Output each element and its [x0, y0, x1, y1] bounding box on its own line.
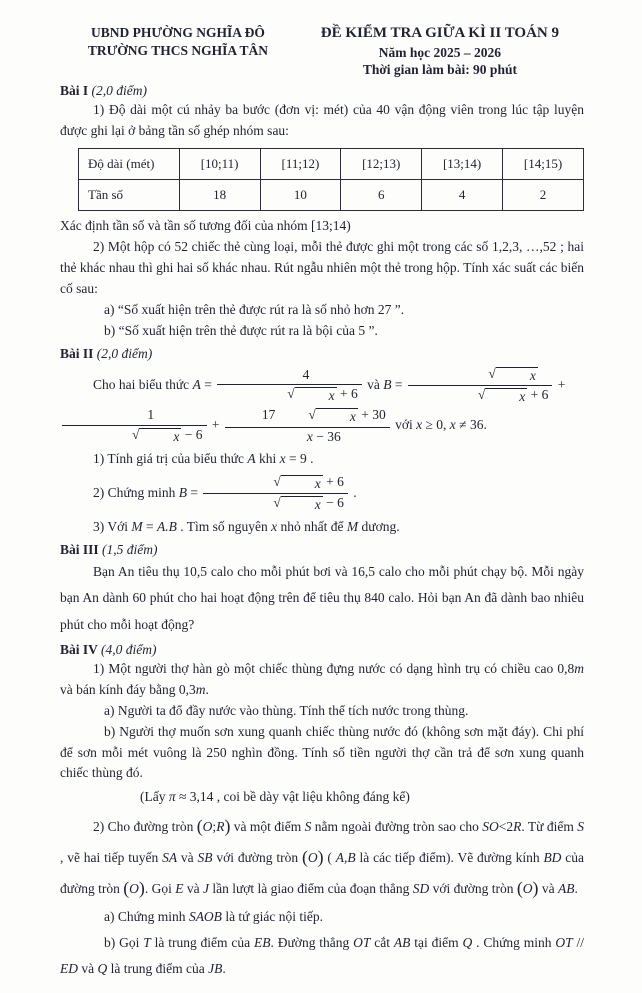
bai2-q1: 1) Tính giá trị của biểu thức A khi x = 9 .: [93, 450, 314, 466]
math-variable: Q: [462, 935, 473, 951]
table-interval-cell: [11;12): [260, 149, 341, 180]
math-variable: M: [131, 519, 143, 535]
table-header-row: [79, 149, 584, 180]
math-variable: JB: [208, 961, 223, 977]
math-variable: O: [307, 849, 318, 865]
bai4-heading: [60, 642, 584, 658]
table-interval-cell: [12;13): [341, 149, 422, 180]
radical-sign-icon: √: [477, 387, 486, 403]
math-variable: A.B: [157, 519, 177, 535]
math-variable: E: [175, 880, 184, 896]
math-variable: SA: [162, 849, 178, 865]
math-variable: T: [143, 935, 151, 951]
denominator: √ x + 6: [408, 386, 553, 405]
table-frequency-cell: 4: [422, 180, 503, 211]
math-variable: x: [314, 475, 321, 491]
math-variable: S: [577, 818, 584, 834]
math-variable: m: [195, 681, 206, 697]
bai1-q1-text: 1) Độ dài một cú nhảy ba bước (đơn vị: mét) của 40 vận động viên trong lúc tập luyện được ghi lại ở bảng tần số ghép nhóm sau:: [60, 101, 584, 138]
numerator: 4: [217, 367, 362, 385]
math-variable: x: [328, 388, 335, 404]
math-variable: B: [178, 484, 187, 500]
radical-sign-icon: √: [287, 386, 295, 402]
table-interval-cell: [10;11): [179, 149, 260, 180]
bai4-points: (4,0 điểm): [101, 641, 157, 657]
radicand: [281, 475, 323, 492]
table-frequency-cell: 6: [341, 180, 422, 211]
math-variable: π: [168, 789, 176, 805]
table-interval-cell: [14;15): [503, 149, 584, 180]
table-interval-cell: [13;14): [422, 149, 503, 180]
sqrt-expression: [254, 387, 336, 404]
radical-sign-icon: √: [273, 473, 281, 489]
big-paren: ): [532, 877, 539, 898]
math-variable: SAOB: [188, 908, 222, 924]
bai2-intro-formula: Cho hai biểu thức A = 4 √ x + 6 và B = √ x √ x + 6 + 1 √ x − 6 + 17 √ x + 30 x − 36 với x ≥ 0, x ≠ 36.: [60, 365, 584, 446]
frequency-table: [78, 148, 584, 211]
fraction: [217, 367, 362, 404]
bai2-heading: [60, 346, 584, 362]
bai2-title: Bài II: [60, 345, 94, 361]
bai4-q2b: b) Gọi T là trung điểm của EB. Đường thẳng OT cắt AB tại điểm Q . Chứng minh OT // ED và Q là trung điểm của JB.: [60, 935, 584, 977]
math-variable: x: [349, 409, 356, 425]
bai3-title: Bài III: [60, 541, 99, 557]
math-variable: O: [522, 880, 533, 896]
sqrt-expression: [275, 408, 357, 425]
math-variable: O: [129, 880, 139, 896]
big-paren: (: [123, 877, 130, 898]
radicand: [139, 428, 181, 445]
table-frequency-cell: 10: [260, 180, 341, 211]
big-paren: ): [317, 846, 324, 867]
bai1-q1-followup: Xác định tần số và tần số tương đối của nhóm [13;14): [60, 218, 351, 234]
math-variable: O: [202, 818, 213, 834]
math-variable: Q: [97, 961, 108, 977]
radical-sign-icon: √: [308, 407, 316, 423]
math-variable: A: [192, 376, 201, 392]
table-col-header: Độ dài (mét): [79, 149, 180, 180]
bai1-title: Bài I: [60, 82, 89, 98]
table-frequency-row: [79, 180, 584, 211]
table-row-label: Tần số: [79, 180, 180, 211]
denominator: √ x + 6: [217, 385, 362, 404]
exam-school-year: Năm học 2025 – 2026: [378, 44, 502, 60]
document-header: [60, 24, 584, 79]
radicand: [295, 387, 337, 404]
numerator: √ x + 6: [203, 474, 348, 494]
big-paren: (: [301, 846, 308, 867]
table-frequency-cell: 2: [503, 180, 584, 211]
math-variable: OT: [353, 935, 371, 951]
denominator: √ x − 6: [62, 426, 207, 445]
big-paren: (: [196, 815, 203, 836]
denominator: x − 36: [306, 428, 341, 444]
math-variable: A,B: [335, 849, 356, 865]
bai2-q2: 2) Chứng minh B = √ x + 6 √ x − 6 .: [93, 473, 357, 512]
math-variable: B: [383, 376, 392, 392]
math-variable: EB: [254, 935, 271, 951]
numerator: 1: [62, 407, 207, 425]
math-variable: x: [306, 428, 313, 444]
header-org-line: UBND PHƯỜNG NGHĨA ĐÔ: [90, 25, 265, 40]
table-frequency-cell: 18: [179, 180, 260, 211]
big-paren: (: [516, 877, 523, 898]
sqrt-expression: [240, 475, 322, 492]
fraction: [408, 366, 553, 405]
math-variable: R: [513, 818, 522, 834]
bai4-q1b: b) Người thợ muốn sơn xung quanh chiếc thùng nước đó (không sơn mặt đáy). Chi phí để sơn mỗi mét vuông là 250 nghìn đồng. Tính số tiền người thợ cần trả để sơn xung quanh chiếc thùng đó.: [60, 723, 584, 781]
big-paren: ): [138, 877, 145, 898]
math-variable: SD: [412, 880, 430, 896]
radicand: [496, 367, 538, 384]
bai2-q3: 3) Với M = A.B . Tìm số nguyên x nhỏ nhất để M dương.: [93, 519, 400, 535]
exam-duration: Thời gian làm bài: 90 phút: [362, 62, 517, 78]
math-variable: x: [271, 519, 278, 535]
bai1-q2-text: 2) Một hộp có 52 chiếc thẻ cùng loại, mỗi thẻ được ghi một trong các số 1,2,3, …,52 ; hai thẻ khác nhau thì ghi hai số khác nhau. Rút ngẫu nhiên một thẻ trong hộp. Tính xác suất các biến cố sau:: [60, 239, 584, 297]
bai1-points: (2,0 điểm): [91, 82, 147, 98]
bai3-heading: [60, 542, 584, 558]
fraction: [203, 474, 348, 513]
math-variable: J: [202, 880, 209, 896]
bai1-q2a: a) “Số xuất hiện trên thẻ được rút ra là số nhỏ hơn 27 ”.: [104, 302, 405, 318]
math-variable: ED: [60, 961, 78, 977]
radical-sign-icon: √: [132, 426, 140, 442]
math-variable: m: [574, 660, 584, 676]
sqrt-expression: [455, 367, 537, 384]
math-variable: M: [346, 519, 359, 535]
fraction: [225, 407, 390, 444]
math-variable: x: [279, 450, 286, 466]
exam-header-block: [296, 24, 584, 79]
math-variable: x: [416, 417, 423, 433]
bai1-q2b: b) “Số xuất hiện trên thẻ được rút ra là bội của 5 ”.: [104, 323, 378, 339]
sqrt-expression: [445, 388, 527, 405]
math-variable: x: [529, 367, 536, 383]
radicand: [485, 388, 527, 405]
math-variable: SB: [197, 849, 213, 865]
sqrt-expression: [240, 496, 322, 513]
radicand: [316, 408, 358, 425]
school-header-block: [60, 24, 296, 79]
bai3-paragraph: Bạn An tiêu thụ 10,5 calo cho mỗi phút bơi và 16,5 calo cho mỗi phút chạy bộ. Mỗi ngày bạn An dành 60 phút cho hai hoạt động trên để tiêu thụ 840 calo. Hỏi bạn An đã dành bao nhiêu phút cho mỗi hoạt động?: [60, 563, 584, 632]
math-variable: A: [247, 450, 256, 466]
bai1-heading: [60, 83, 584, 99]
math-variable: R: [216, 818, 225, 834]
bai4-q1a: a) Người ta đổ đầy nước vào thùng. Tính thể tích nước trong thùng.: [104, 702, 469, 718]
radicand: [281, 496, 323, 513]
fraction: [62, 407, 207, 444]
big-paren: ): [224, 815, 231, 836]
bai3-points: (1,5 điểm): [102, 541, 158, 557]
denominator: √ x − 6: [203, 494, 348, 513]
bai4-q2-text: 2) Cho đường tròn (O;R) và một điểm S nằm ngoài đường tròn sao cho SO<2R. Từ điểm S , vẽ hai tiếp tuyến SA và SB với đường tròn (O) ( A,B là các tiếp điểm). Vẽ đường kính BD của đường tròn (O). Gọi E và J lần lượt là giao điểm của đoạn thẳng SD với đường tròn (O) và AB.: [60, 815, 585, 898]
header-school-line: TRƯỜNG THCS NGHĨA TÂN: [87, 42, 268, 58]
exam-title: ĐỀ KIỂM TRA GIỮA KÌ II TOÁN 9: [320, 25, 560, 41]
sqrt-expression: [99, 428, 181, 445]
math-variable: AB: [557, 880, 575, 896]
math-variable: SO: [482, 818, 499, 834]
radical-sign-icon: √: [273, 494, 281, 510]
math-variable: OT: [555, 935, 573, 951]
bai2-points: (2,0 điểm): [96, 345, 153, 361]
math-variable: x: [314, 496, 321, 512]
bai4-q1-text: 1) Một người thợ hàn gò một chiếc thùng đựng nước có dạng hình trụ có chiều cao 0,8m và bán kính đáy bằng 0,3m.: [60, 660, 584, 697]
math-variable: x: [519, 389, 526, 405]
math-variable: AB: [393, 935, 411, 951]
numerator: 17 √ x + 30: [225, 407, 390, 427]
math-variable: x: [173, 428, 180, 444]
numerator: [408, 366, 553, 386]
bai4-q2a: a) Chứng minh SAOB là tứ giác nội tiếp.: [104, 908, 323, 924]
bai4-title: Bài IV: [60, 641, 98, 657]
math-variable: x: [449, 417, 456, 433]
bai4-note: (Lấy π ≈ 3,14 , coi bề dày vật liệu không đáng kể): [140, 789, 410, 805]
radical-sign-icon: √: [488, 365, 496, 381]
math-variable: BD: [543, 849, 562, 865]
math-variable: S: [304, 818, 312, 834]
